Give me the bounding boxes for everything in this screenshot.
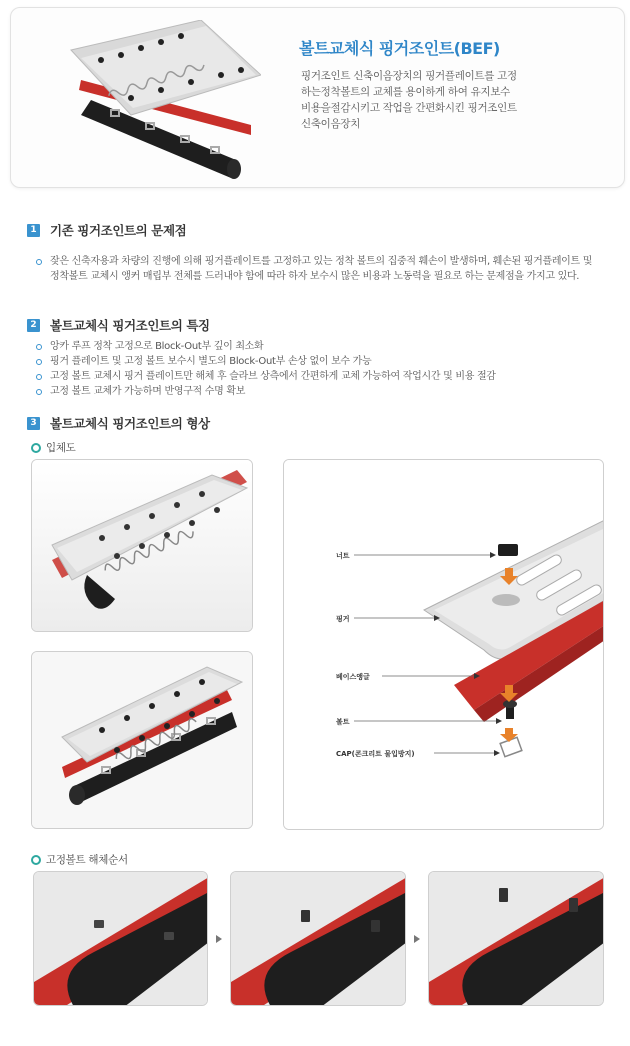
bullet-icon xyxy=(36,344,42,350)
ring-icon xyxy=(31,855,41,865)
problem-list xyxy=(36,254,596,284)
bullet-icon xyxy=(36,374,42,380)
product-title: 볼트교체식 핑거조인트(BEF) xyxy=(299,39,500,58)
disassembly-subheading: 고정볼트 해체순서 xyxy=(31,852,128,867)
label-bolt: 볼트 xyxy=(336,718,350,726)
list-item: 잦은 신축자용과 차량의 진행에 의해 핑거플레이트를 고정하고 있는 정착 볼트의 집중적 훼손이 발생하며, 훼손된 핑거플레이트 및 정착볼트 교체시 앵커 매립부 전체를 드러내야 함에 따라 하자 보수시 많은 비용과 노동력을 필요로 하는 문제점을 가지고 있다. xyxy=(36,254,596,284)
ring-icon xyxy=(31,443,41,453)
isometric-subheading: 입체도 xyxy=(31,440,76,455)
section-3-heading xyxy=(27,414,210,432)
section-1-heading xyxy=(27,221,186,239)
component-diagram xyxy=(283,459,604,830)
product-description: 핑거조인트 신축이음장치의 핑거플레이트를 고정하는정착볼트의 교체를 용이하게 하여 유지보수 비용을절감시키고 작업을 간편화시킨 핑거조인트 신축이음장치 xyxy=(301,70,517,130)
label-base-angle: 베이스앵글 xyxy=(336,673,370,681)
disassembly-step-3-image xyxy=(428,871,604,1006)
section-number-badge: 2 xyxy=(27,319,40,332)
label-nut: 너트 xyxy=(336,552,350,560)
section-number-badge: 1 xyxy=(27,224,40,237)
list-item: 앙카 루프 정착 고정으로 Block-Out부 깊이 최소화 xyxy=(36,339,606,354)
bullet-icon xyxy=(36,259,42,265)
isometric-image-exploded xyxy=(31,651,253,829)
section-title: 기존 핑거조인트의 문제점 xyxy=(50,223,187,238)
isometric-image-top xyxy=(31,459,253,632)
list-item: 핑거 플레이트 및 고정 볼트 보수시 별도의 Block-Out부 손상 없이 보수 가능 xyxy=(36,354,606,369)
bullet-icon xyxy=(36,359,42,365)
product-image xyxy=(51,20,261,180)
disassembly-step-2-image xyxy=(230,871,406,1006)
disassembly-step-1-image xyxy=(33,871,208,1006)
list-item: 고정 볼트 교체시 핑거 플레이트만 해체 후 슬라브 상측에서 간편하게 교체 가능하여 작업시간 및 비용 절감 xyxy=(36,369,606,384)
section-2-heading xyxy=(27,316,210,334)
section-number-badge: 3 xyxy=(27,417,40,430)
label-cap: CAP(콘크리트 물입방지) xyxy=(336,750,415,758)
step-arrow-icon xyxy=(216,935,222,943)
list-item: 고정 볼트 교체가 가능하며 반영구적 수명 확보 xyxy=(36,384,606,399)
bullet-icon xyxy=(36,389,42,395)
section-title: 볼트교체식 핑거조인트의 특징 xyxy=(50,318,210,333)
feature-list xyxy=(36,339,606,399)
section-title: 볼트교체식 핑거조인트의 형상 xyxy=(50,416,210,431)
step-arrow-icon xyxy=(414,935,420,943)
label-finger: 핑거 xyxy=(336,615,350,623)
product-summary-card xyxy=(10,7,625,188)
